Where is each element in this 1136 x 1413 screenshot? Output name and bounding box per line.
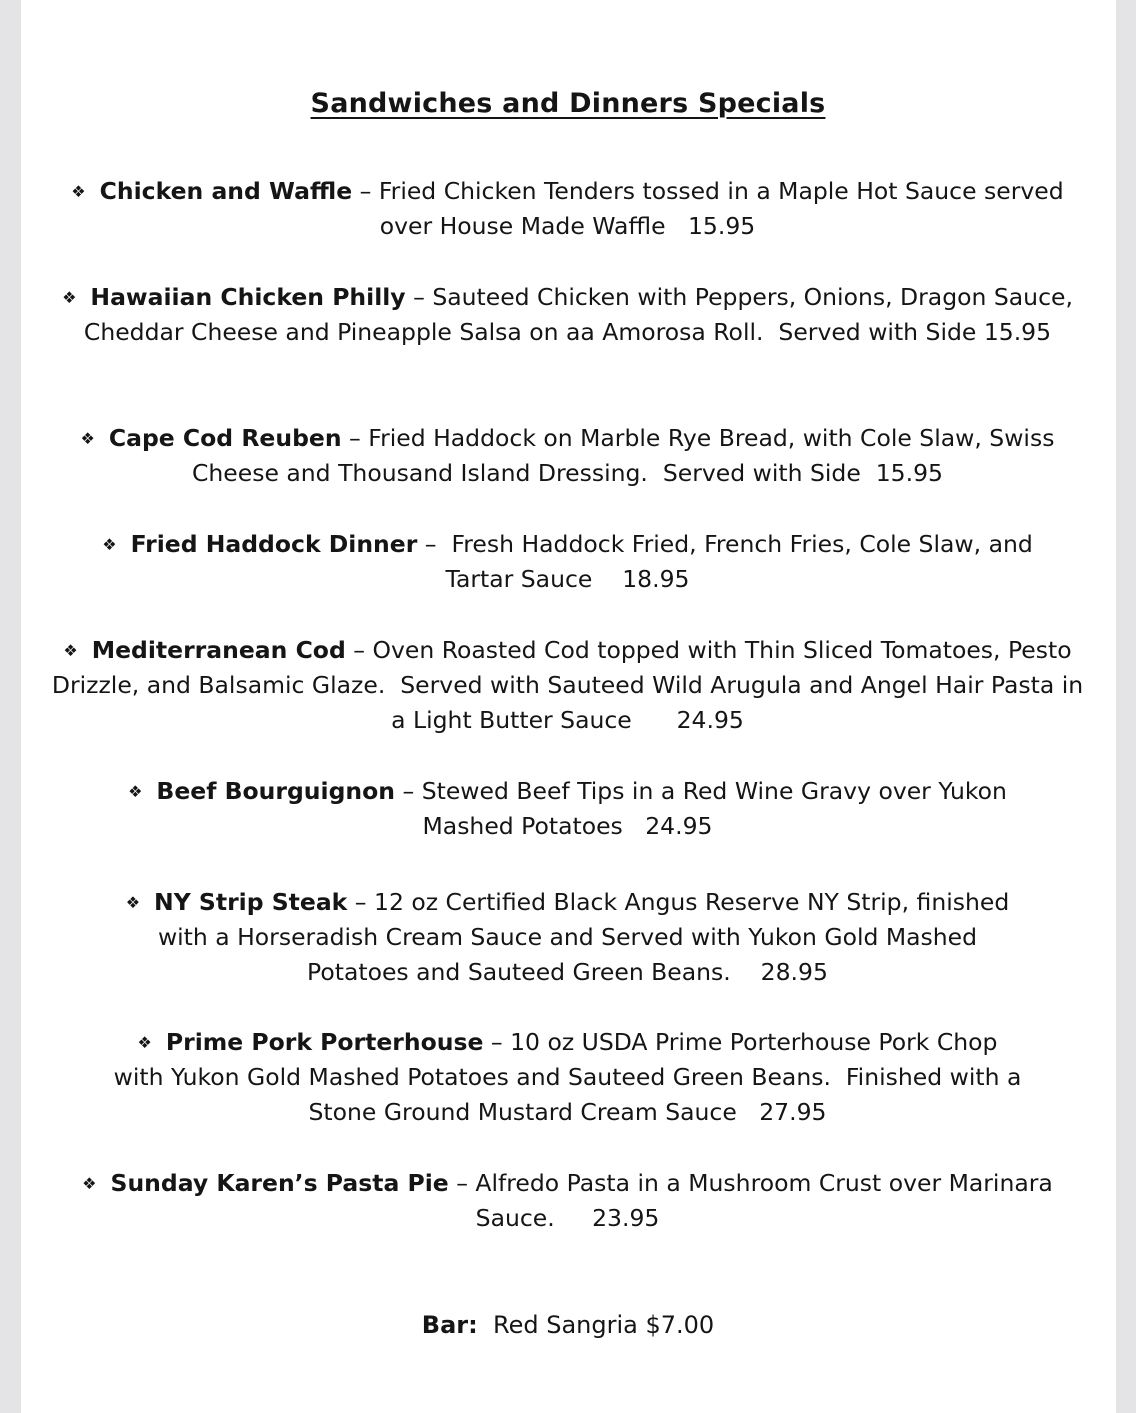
menu-item-description: – 12 oz Certified Black Angus Reserve NY Strip, finished with a Horseradish Cream Sauce and Served with Yukon Gold Mashed Potatoes and Sauteed Green Beans. 28.95 — [157, 888, 1017, 986]
menu-item-name: NY Strip Steak — [154, 888, 348, 916]
menu-item-name: Prime Pork Porterhouse — [165, 1028, 484, 1056]
menu-item-name: Beef Bourguignon — [156, 777, 396, 805]
menu-item-name: Fried Haddock Dinner — [130, 530, 418, 558]
bar-special-text: Red Sangria $7.00 — [492, 1311, 715, 1339]
bar-special — [0, 1308, 1136, 1343]
menu-item-description: – Alfredo Pasta in a Mushroom Crust over Marinara Sauce. 23.95 — [448, 1169, 1061, 1232]
menu-item-description: – Fried Chicken Tenders tossed in a Maple Hot Sauce served over House Made Waffle 15.95 — [352, 177, 1072, 240]
menu-item-description: – Sauteed Chicken with Peppers, Onions, Dragon Sauce, Cheddar Cheese and Pineapple Salsa on aa Amorosa Roll. Served with Side 15.95 — [83, 283, 1081, 346]
menu-item-hawaiian-chicken-philly — [40, 280, 1095, 350]
four-diamond-bullet-icon: ❖ — [128, 782, 143, 801]
menu-item-beef-bourguignon — [40, 774, 1095, 844]
menu-item-name: Chicken and Waffle — [99, 177, 353, 205]
four-diamond-bullet-icon: ❖ — [62, 288, 77, 307]
menu-item-ny-strip-steak — [40, 885, 1095, 990]
menu-item-name: Mediterranean Cod — [91, 636, 346, 664]
menu-item-description: – Oven Roasted Cod topped with Thin Sliced Tomatoes, Pesto Drizzle, and Balsamic Glaze. Served with Sauteed Wild Arugula and Angel Hair Pasta in a Light Butter Sauce 24.95 — [51, 636, 1091, 734]
menu-item-description: – Fresh Haddock Fried, French Fries, Cole Slaw, and Tartar Sauce 18.95 — [417, 530, 1041, 593]
menu-item-description: – 10 oz USDA Prime Porterhouse Pork Chop with Yukon Gold Mashed Potatoes and Sauteed Green Beans. Finished with a Stone Ground Mustard Cream Sauce 27.95 — [113, 1028, 1029, 1126]
menu-item-name: Cape Cod Reuben — [108, 424, 342, 452]
menu-item-prime-pork-porterhouse — [40, 1025, 1095, 1130]
menu-item-description: – Stewed Beef Tips in a Red Wine Gravy over Yukon Mashed Potatoes 24.95 — [395, 777, 1015, 840]
menu-item-name: Hawaiian Chicken Philly — [90, 283, 406, 311]
four-diamond-bullet-icon: ❖ — [82, 1174, 97, 1193]
four-diamond-bullet-icon: ❖ — [125, 893, 141, 912]
four-diamond-bullet-icon: ❖ — [63, 641, 78, 660]
menu-item-sunday-karens-pasta-pie — [40, 1166, 1095, 1236]
four-diamond-bullet-icon: ❖ — [71, 182, 86, 201]
menu-item-name: Sunday Karen’s Pasta Pie — [110, 1169, 449, 1197]
menu-item-mediterranean-cod — [40, 633, 1095, 738]
menu-title: Sandwiches and Dinners Specials — [310, 88, 826, 119]
four-diamond-bullet-icon: ❖ — [80, 429, 95, 448]
four-diamond-bullet-icon: ❖ — [102, 535, 117, 554]
menu-item-cape-cod-reuben — [40, 421, 1095, 491]
bar-label: Bar: — [421, 1311, 478, 1339]
four-diamond-bullet-icon: ❖ — [137, 1033, 152, 1052]
menu-item-chicken-and-waffle — [40, 174, 1095, 244]
menu-item-description: – Fried Haddock on Marble Rye Bread, with Cole Slaw, Swiss Cheese and Thousand Island Dressing. Served with Side 15.95 — [192, 424, 1062, 487]
menu-item-fried-haddock-dinner — [40, 527, 1095, 597]
